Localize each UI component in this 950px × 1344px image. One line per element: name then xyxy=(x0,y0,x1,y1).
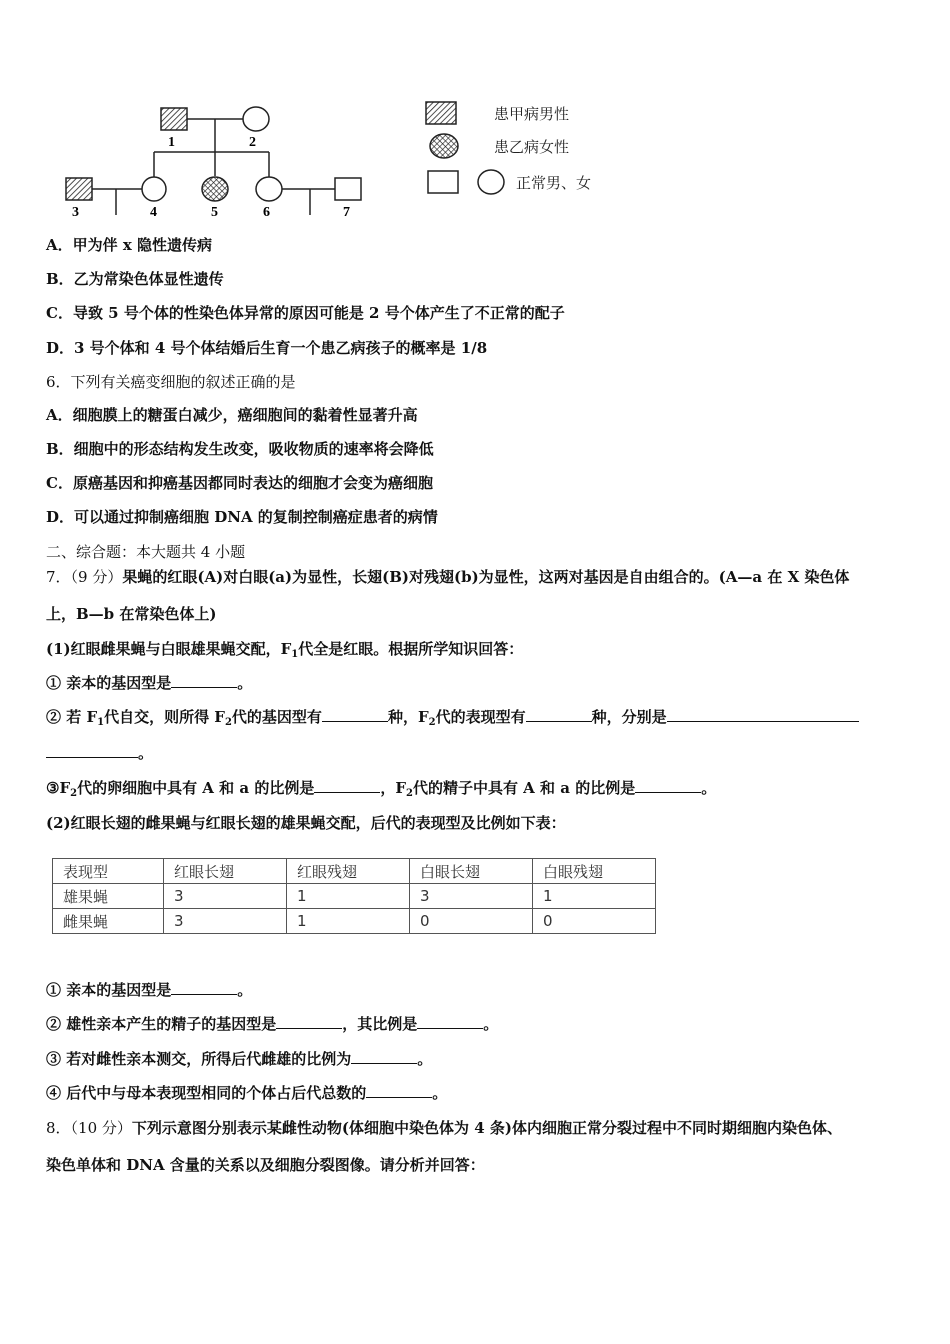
label-4: 4 xyxy=(150,205,157,218)
q7-part1-q3: $③F_2$代的卵细胞中具有 A 和 a 的比例是 ，$F_2$代的精子中具有 A 和 a 的比例是 。 xyxy=(46,779,717,799)
individual-7-normal-male xyxy=(335,178,361,200)
answer-blank[interactable] xyxy=(667,707,859,722)
label-5: 5 xyxy=(211,205,218,218)
legend-crosshatched-circle-icon xyxy=(430,134,458,158)
q7-part1: (1)红眼雌果蝇与白眼雄果蝇交配，$F_1$代全是红眼。根据所学知识回答： xyxy=(46,640,524,660)
table-cell: 0 xyxy=(410,909,533,934)
legend-hatched-square-icon xyxy=(426,102,456,124)
legend-normal-square-icon xyxy=(428,171,458,193)
label-2: 2 xyxy=(249,135,256,150)
table-cell: 1 xyxy=(287,884,410,909)
answer-blank[interactable] xyxy=(322,707,388,722)
table-header-cell: 红眼长翅 xyxy=(164,859,287,884)
table-header-cell: 红眼残翅 xyxy=(287,859,410,884)
table-header-cell: 白眼长翅 xyxy=(410,859,533,884)
q6-option-a: A．细胞膜上的糖蛋白减少，癌细胞间的黏着性显著升高 xyxy=(46,406,418,424)
q7-part2-q2: ② 雄性亲本产生的精子的基因型是 ，其比例是 。 xyxy=(46,1015,499,1033)
q7-part2: (2)红眼长翅的雌果蝇与红眼长翅的雄果蝇交配，后代的表现型及比例如下表： xyxy=(46,814,566,832)
legend-yi-female: 患乙病女性 xyxy=(494,138,570,156)
answer-blank[interactable] xyxy=(526,707,592,722)
q7-part2-q4: ④ 后代中与母本表现型相同的个体占后代总数的 。 xyxy=(46,1084,448,1102)
table-cell: 3 xyxy=(410,884,533,909)
q5-option-c: C．导致 5 号个体的性染色体异常的原因可能是 2 号个体产生了不正常的配子 xyxy=(46,304,565,322)
table-header-row xyxy=(53,859,656,884)
q7-score: （9 分） xyxy=(70,568,123,586)
q8-stem-text: 下列示意图分别表示某雌性动物(体细胞中染色体为 4 条)体内细胞正常分裂过程中不同时期细胞内染色体、 xyxy=(131,1119,842,1137)
q8-score: （10 分） xyxy=(70,1119,132,1137)
q7-stem-line2: 上，B—b 在常染色体上) xyxy=(46,605,217,623)
table-row xyxy=(53,884,656,909)
q7-stem-text: 果蝇的红眼(A)对白眼(a)为显性，长翅(B)对残翅(b)为显性，这两对基因是自由组合的。(A—a 在 X 染色体 xyxy=(122,568,850,586)
q6-option-b: B．细胞中的形态结构发生改变，吸收物质的速率将会降低 xyxy=(46,440,434,458)
table-cell: 1 xyxy=(533,884,656,909)
answer-blank[interactable] xyxy=(314,778,380,793)
individual-5-affected-female xyxy=(202,177,228,201)
table-cell: 雄果蝇 xyxy=(53,884,164,909)
label-3: 3 xyxy=(72,205,79,218)
q7-part1-q2-cont: 。 xyxy=(46,743,153,763)
table-header-cell: 表现型 xyxy=(53,859,164,884)
q5-option-a: A．甲为伴 x 隐性遗传病 xyxy=(46,236,213,254)
table-cell: 0 xyxy=(533,909,656,934)
q7-part2-q3: ③ 若对雌性亲本测交，所得后代雌雄的比例为 。 xyxy=(46,1050,433,1068)
q6-option-c: C．原癌基因和抑癌基因都同时表达的细胞才会变为癌细胞 xyxy=(46,474,433,492)
answer-blank[interactable] xyxy=(276,1014,342,1029)
q7-stem-line1 xyxy=(46,567,849,587)
pedigree-chart xyxy=(58,100,388,218)
q5-option-b: B．乙为常染色体显性遗传 xyxy=(46,270,224,288)
answer-blank[interactable] xyxy=(171,980,237,995)
q5-option-d: D．3 号个体和 4 号个体结婚后生育一个患乙病孩子的概率是 1/8 xyxy=(46,339,488,357)
q8-stem-line2: 染色单体和 DNA 含量的关系以及细胞分裂图像。请分析并回答： xyxy=(46,1156,485,1174)
table-cell: 3 xyxy=(164,909,287,934)
individual-3-affected-male xyxy=(66,178,92,200)
q6-option-d: D．可以通过抑制癌细胞 DNA 的复制控制癌症患者的病情 xyxy=(46,508,438,526)
answer-blank[interactable] xyxy=(46,743,138,758)
pedigree-legend xyxy=(420,98,640,198)
q8-number: 8． xyxy=(46,1119,71,1137)
individual-4-normal-female xyxy=(142,177,166,201)
answer-blank[interactable] xyxy=(171,673,237,688)
table-cell: 1 xyxy=(287,909,410,934)
individual-2-normal-female xyxy=(243,107,269,131)
legend-normal: 正常男、女 xyxy=(516,174,592,192)
table-row xyxy=(53,909,656,934)
q6-stem: 6．下列有关癌变细胞的叙述正确的是 xyxy=(46,373,296,391)
answer-blank[interactable] xyxy=(635,778,701,793)
answer-blank[interactable] xyxy=(366,1083,432,1098)
legend-jia-male: 患甲病男性 xyxy=(494,105,570,123)
individual-6-normal-female xyxy=(256,177,282,201)
legend-normal-circle-icon xyxy=(478,170,504,194)
q7-part1-q1: ① 亲本的基因型是 。 xyxy=(46,674,253,692)
table-cell: 3 xyxy=(164,884,287,909)
q7-part2-q1: ① 亲本的基因型是 。 xyxy=(46,981,253,999)
q7-number: 7． xyxy=(46,568,71,586)
label-6: 6 xyxy=(263,205,270,218)
q8-stem-line1 xyxy=(46,1118,842,1138)
phenotype-table xyxy=(52,858,656,934)
section-heading: 二、综合题：本大题共 4 小题 xyxy=(46,543,246,561)
label-1: 1 xyxy=(168,135,175,150)
answer-blank[interactable] xyxy=(351,1049,417,1064)
table-header-cell: 白眼残翅 xyxy=(533,859,656,884)
table-cell: 雌果蝇 xyxy=(53,909,164,934)
label-7: 7 xyxy=(343,205,350,218)
q7-part1-q2: ② 若 $F_1$代自交，则所得 $F_2$代的基因型有 种，$F_2$代的表现型有 种，分别是 xyxy=(46,707,859,733)
individual-1-affected-male xyxy=(161,108,187,130)
answer-blank[interactable] xyxy=(417,1014,483,1029)
